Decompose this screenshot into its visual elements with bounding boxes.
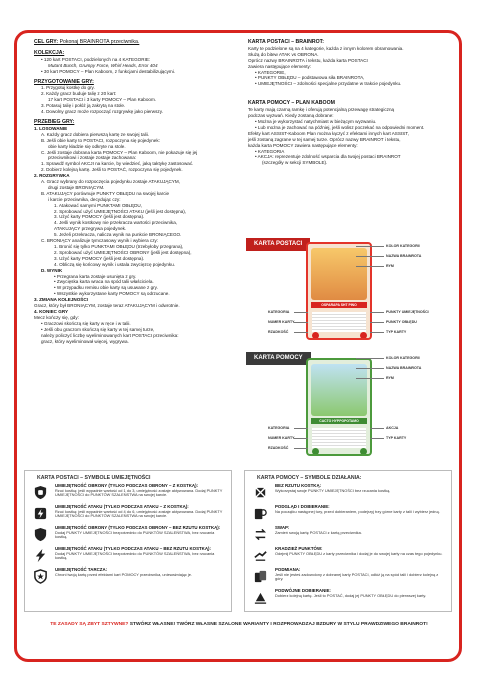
label-card-type: TYP KARTY [386, 436, 407, 440]
goal-heading: CEL GRY: Pokonaj BRAINROTA przeciwnika. [34, 39, 140, 45]
label-rarity: RZADKOŚĆ [268, 446, 289, 450]
section-gameplay: 2. ROZGRYWKA [34, 173, 70, 179]
no-dice-icon [253, 485, 268, 500]
character-card-heading: KARTA POSTACI – BRAINROT: [248, 39, 324, 45]
rule-line: 1. Atakować samymi PUNKTAMI OBŁĘDU, [54, 202, 142, 208]
section-turn-change: 3. ZMIANA KOLEJNOŚCI [34, 297, 88, 303]
label-category-color: KOLOR KATEGORII [386, 244, 420, 248]
rule-line: • Jeśli obu graczom skończą się karty w tej samej turze, [41, 326, 155, 332]
rule-line: drugi zostaje BRONIĄCYM. [48, 184, 105, 190]
label-brainrot-name: NAZWA BRAINROTA [386, 254, 422, 258]
rule-line: • KATEGORIA [255, 148, 285, 154]
flow-heading: PRZEBIEG GRY: [34, 118, 75, 125]
rule-line: 4. Jeśli wynik kostkowy nie przekracza wartości przeciwnika, [54, 220, 178, 226]
rule-line: • Można je wykorzystać natychmiast w bieżącym wyzwaniu. [255, 118, 377, 124]
rule-line: podczas wyzwań. Kiedy zostaną dobrane: [248, 113, 334, 119]
rule-line: zawiera następujące elementy: [248, 63, 312, 69]
rule-line: Mecz kończy się, gdy: [34, 314, 79, 320]
left-column [34, 40, 230, 344]
legend-item: UMIEJĘTNOŚĆ OBRONY (TYLKO PODCZAS OBRONY – Z KOSTKĄ): Rzuć kostką: jeśli wypadnie wartość od 1 do 3, umiejętność zostaje aktywowana. Dodaj PUNKTY UMIEJĘTNOŚCI do PUNKTÓW SZALEŃSTWA na swojej karcie. [25, 483, 231, 504]
rule-line: 2. Dobierz kolejną kartę. Jeśli to POSTAĆ, rozpoczyna się pojedynek. [41, 167, 183, 173]
help-card-diagram [246, 350, 446, 458]
label-category: KATEGORIA [268, 310, 290, 314]
footer-text: STWÓRZ WŁASNE! TWÓRZ WŁASNE SZALONE WARIANTY I ROZPROWADZAJ BZDURY W STYLU PRAWDZIWEGO BRAINROT! [129, 622, 428, 627]
footer-tagline [24, 622, 454, 627]
rule-line: przeciwnikowi i zostaje zostaje zachowana: [48, 155, 137, 161]
peek-draw-icon [253, 506, 268, 521]
skill-symbols-title: KARTA POSTACI – SYMBOLE UMIEJĘTNOŚCI [37, 475, 151, 481]
collection-item: • 30 kart POMOCY – Plan Kaboom, z funkcjami destabilizującymi. [41, 68, 176, 74]
category-circle-icon [312, 448, 319, 455]
rule-line: • Graczowi skończą się karty w ręce i w talii. [41, 320, 131, 326]
label-rhyme: RYM [386, 264, 394, 268]
rule-line: • AKCJA: reprezentuje zdolność wsparcia dla twojej postaci BRAINROT [255, 154, 401, 160]
rule-line: Oprócz nazwy BRAINROTA i tekstu, każda karta POSTACI [248, 57, 368, 63]
prep-heading: PRZYGOTOWANIE GRY: [34, 78, 94, 85]
legend-item: KRADZIEŻ PUNKTÓW: Odejmij PUNKTY OBŁĘDU z karty przeciwnika i dodaj je do swojej karty na czas tego pojedynku. [245, 546, 451, 567]
rule-line: 3. Użyć karty POMOCY (jeśli jest dostępna). [54, 214, 145, 220]
rule-line: każda karta POMOCY zawiera następujące elementy: [248, 142, 358, 148]
rule-line: 1. Sprawdź symbol AKCJI na karcie, by wiedzieć, jaką taktykę zastosować. [41, 161, 194, 167]
rule-line: • UMIEJĘTNOŚCI – zdolności specjalne przydatne w trakcie pojedynku. [255, 81, 402, 87]
label-rhyme: RYM [386, 376, 394, 380]
rule-line: • PUNKTY OBŁĘDU – podstawowa siła BRAINROTA, [255, 75, 365, 81]
rule-line: Te karty mają czarną ramkę i oferują potencjalną przewagę strategiczną [248, 107, 395, 113]
right-column [248, 40, 448, 166]
rule-line: A. Gracz wybrany do rozpoczęcia pojedynku zostaje ATAKUJĄCYM, [41, 179, 180, 185]
rule-line: obie karty kładzie się odkryte na stole. [48, 143, 126, 149]
double-card-icon [253, 590, 268, 605]
legend-item: PODWÓJNE DOBIERANIE: Dobierz kolejną kartę. Jeśli to POSTAĆ, dodaj jej PUNKTY OBŁĘDU do pierwszej karty. [245, 588, 451, 609]
rule-line: należy policzyć liczbę wyeliminowanych kart POSTACI przeciwnika: [41, 332, 179, 338]
defense-no-dice-icon [33, 527, 48, 542]
label-brainrot-name: NAZWA BRAINROTA [386, 366, 422, 370]
help-card-tag: KARTA POMOCY [246, 352, 311, 365]
label-madness-points: PUNKTY OBŁĘDU [386, 320, 417, 324]
legend-item: PODGLĄD I DOBIERANIE: Na początku następnej tury, przed dobieraniem, podejrzyj trzy górne karty z talii i wybierz jedną. [245, 504, 451, 525]
rule-line: i karcie przeciwnika, decydując czy: [48, 196, 121, 202]
legend-item: UMIEJĘTNOŚĆ ATAKU (TYLKO PODCZAS ATAKU – BEZ RZUTU KOSTKĄ): Dodaj PUNKTY UMIEJĘTNOŚCI bezpośrednio do PUNKTÓW SZALEŃSTWA, bez rzucania kostką. [25, 546, 231, 567]
steal-icon [253, 548, 268, 563]
rule-line: • Przegrana karta zostaje usunięta z gry. [54, 273, 137, 279]
rule-line: jeśli zostaną zagrane w tej samej turze. Oprócz nazwy BRAINROT i tekstu, [248, 136, 401, 142]
card-name-bar: OSPARAPA SHT PINO [311, 302, 367, 308]
label-category: KATEGORIA [268, 426, 290, 430]
cactus-art [311, 364, 367, 416]
rule-line: 5. Jeżeli przekracza, nalicza wynik na punkcie BRONIĄCEGO. [54, 232, 182, 238]
help-card-image [306, 358, 372, 456]
section-draw: 1. LOSOWANIE [34, 125, 68, 131]
points-circle-icon [360, 332, 367, 339]
legend-item: PODMIANA: Jeśli nie jesteś zadowolony z dobranej karty POSTACI, odłóż ją na spód talii i dobierz kolejną z góry. [245, 567, 451, 588]
rule-line: ATAKUJĄCY przegrywa pojedynek. [54, 226, 127, 232]
rule-line: (szczegóły w sekcji SYMBOLE). [262, 160, 328, 166]
collection-heading: KOLEKCJA: [34, 49, 65, 56]
rule-line: • Lub można je zachować na później, jeśli wolisz poczekać na odpowiedni moment. [255, 124, 425, 130]
prep-step: 1. Przygotuj kostkę do gry. [41, 85, 95, 91]
character-card-tag: KARTA POSTACI [246, 238, 310, 251]
prep-step: 17 kart POSTACI i 3 karty POMOCY – Plan Kaboom. [48, 97, 157, 103]
rule-line: • KATEGORIE, [255, 69, 286, 75]
rule-line: Gracz, który był BRONIĄCYM, zostaje teraz ATAKUJĄCYM i odwrotnie. [34, 303, 180, 309]
character-card-diagram [246, 236, 446, 340]
label-card-number: NUMER KARTY [268, 436, 295, 440]
symbols-legend [24, 470, 452, 612]
label-card-type: TYP KARTY [386, 330, 407, 334]
action-symbols-title: KARTA POMOCY – SYMBOLE DZIAŁANIA: [257, 475, 362, 481]
legend-item: BEZ RZUTU KOSTKĄ: Wykorzystaj swoje PUNKTY UMIEJĘTNOŚCI bez rzucania kostką. [245, 483, 451, 504]
dice-attack-icon [33, 506, 48, 521]
card-text-box [312, 312, 366, 332]
label-category-color: KOLOR KATEGORII [386, 356, 420, 360]
rule-line: Służą do bitew ATAK vs OBRONA. [248, 51, 319, 57]
footer-red-text: TE ZASADY SĄ ZBYT SZTYWNE? [50, 622, 129, 627]
skill-symbols-panel [24, 470, 232, 612]
label-card-number: NUMER KARTY [268, 320, 295, 324]
category-circle-icon [312, 332, 319, 339]
rule-line: D. WYNIK [41, 267, 63, 273]
goal-text: Pokonaj BRAINROTA przeciwnika. [59, 39, 140, 45]
shield-star-icon [33, 569, 48, 584]
prep-step: 3. Potasuj talię i połóż ją zakrytą na stole. [41, 103, 126, 109]
prep-step: 4. Dowolny gracz może rozpocząć rozgrywkę jako pierwszy. [41, 109, 163, 115]
double-draw-icon [253, 569, 268, 584]
rule-line: C. Jeśli zostaje dobrana karta POMOCY – Plan Kaboom, nie pokazuje się jej [41, 149, 198, 155]
label-action: AKCJA [386, 426, 399, 430]
card-text-box [312, 428, 366, 448]
action-symbols-panel [244, 470, 452, 612]
rule-line: A. Każdy gracz dobiera pierwszą kartę ze swojej talii. [41, 131, 150, 137]
action-circle-icon [360, 448, 367, 455]
rule-line: 4. Obliczą się końcowy wynik i ustala zwycięzcę pojedynku. [54, 261, 176, 267]
legend-item: UMIEJĘTNOŚĆ TARCZA: Chroni twoją kartę przed efektami kart POMOCY przeciwnika, unieważniając je. [25, 567, 231, 588]
rule-line: 2. Sprobować użyć UMIEJĘTNOŚCI OBRONY (jeśli jest dostępna), [54, 249, 192, 255]
legend-item: SWAP: Zamień swoją kartę POSTACI z kartą przeciwnika. [245, 525, 451, 546]
rule-line: 2. Sprobować użyć UMIEJĘTNOŚCI ATAKU (jeśli jest dostępna), [54, 208, 187, 214]
rule-line: • Zwycięska karta wraca na spód talii właściciela. [54, 279, 154, 285]
rule-line: 3. Użyć karty POMOCY (jeśli jest dostępna). [54, 255, 145, 261]
swap-icon [253, 527, 268, 542]
rule-line: 1. Bronić się tylko PUNKTAMI OBŁĘDU (trzebyłoby przegrana), [54, 244, 184, 249]
rule-line: gracz, który wyeliminował więcej, wygrywa. [41, 338, 129, 344]
rule-line: • W przypadku remisu obie karty są usuwane z gry. [54, 285, 158, 291]
rule-line: Efekty kart ASSIST-Kaboom Plan można łączyć z efektami innych kart ASSIST, [248, 130, 409, 136]
legend-item: UMIEJĘTNOŚĆ OBRONY (TYLKO PODCZAS OBRONY – BEZ RZUTU KOSTKĄ): Dodaj PUNKTY UMIEJĘTNOŚCI bezpośrednio do PUNKTÓW SZALEŃSTWA, bez rzucania kostką. [25, 525, 231, 546]
rule-line: C. BRONIĄCY analizuje tymczasowy wynik i wybiera czy: [41, 238, 159, 244]
rule-line: Karty te podzielone są na 4 kategorie, każda z innym kolorem obramowania. [248, 45, 404, 51]
collection-categories: Mutant Bunch, Grumpy Force, Whirl Heads, Error 404 [48, 62, 158, 68]
rule-line: B. Jeśli obie karty to POSTACI, rozpoczyna się pojedynek: [41, 137, 160, 143]
label-skill-points: PUNKTY UMIEJĘTNOŚCI [386, 310, 429, 314]
prep-step: 2. Każdy gracz buduje talię z 20 kart: [41, 91, 117, 97]
help-card-heading: KARTA POMOCY – PLAN KABOOM [248, 100, 335, 107]
shield-icon [33, 485, 48, 500]
section-game-end: 4. KONIEC GRY [34, 308, 69, 314]
lightning-icon [33, 548, 48, 563]
rule-line: • Wszystkie wykorzystane karty POMOCY są odrzucane. [54, 291, 170, 297]
collection-item: • 120 kart POSTACI, podzielonych na 4 KATEGORIE: [41, 56, 151, 62]
legend-item: UMIEJĘTNOŚĆ ATAKU (TYLKO PODCZAS ATAKU – Z KOSTKĄ): Rzuć kostką: jeśli wypadnie wartość od 4 do 6, umiejętność zostaje aktywowana. Dodaj PUNKTY UMIEJĘTNOŚCI do PUNKTÓW SZALEŃSTWA na swojej karcie. [25, 504, 231, 525]
label-rarity: RZADKOŚĆ [268, 330, 289, 334]
card-name-bar: CACTO HYPPOPOTAMO [311, 418, 367, 424]
rule-line: B. ATAKUJĄCY porównuje PUNKTY OBŁĘDU na swojej karcie [41, 190, 170, 196]
